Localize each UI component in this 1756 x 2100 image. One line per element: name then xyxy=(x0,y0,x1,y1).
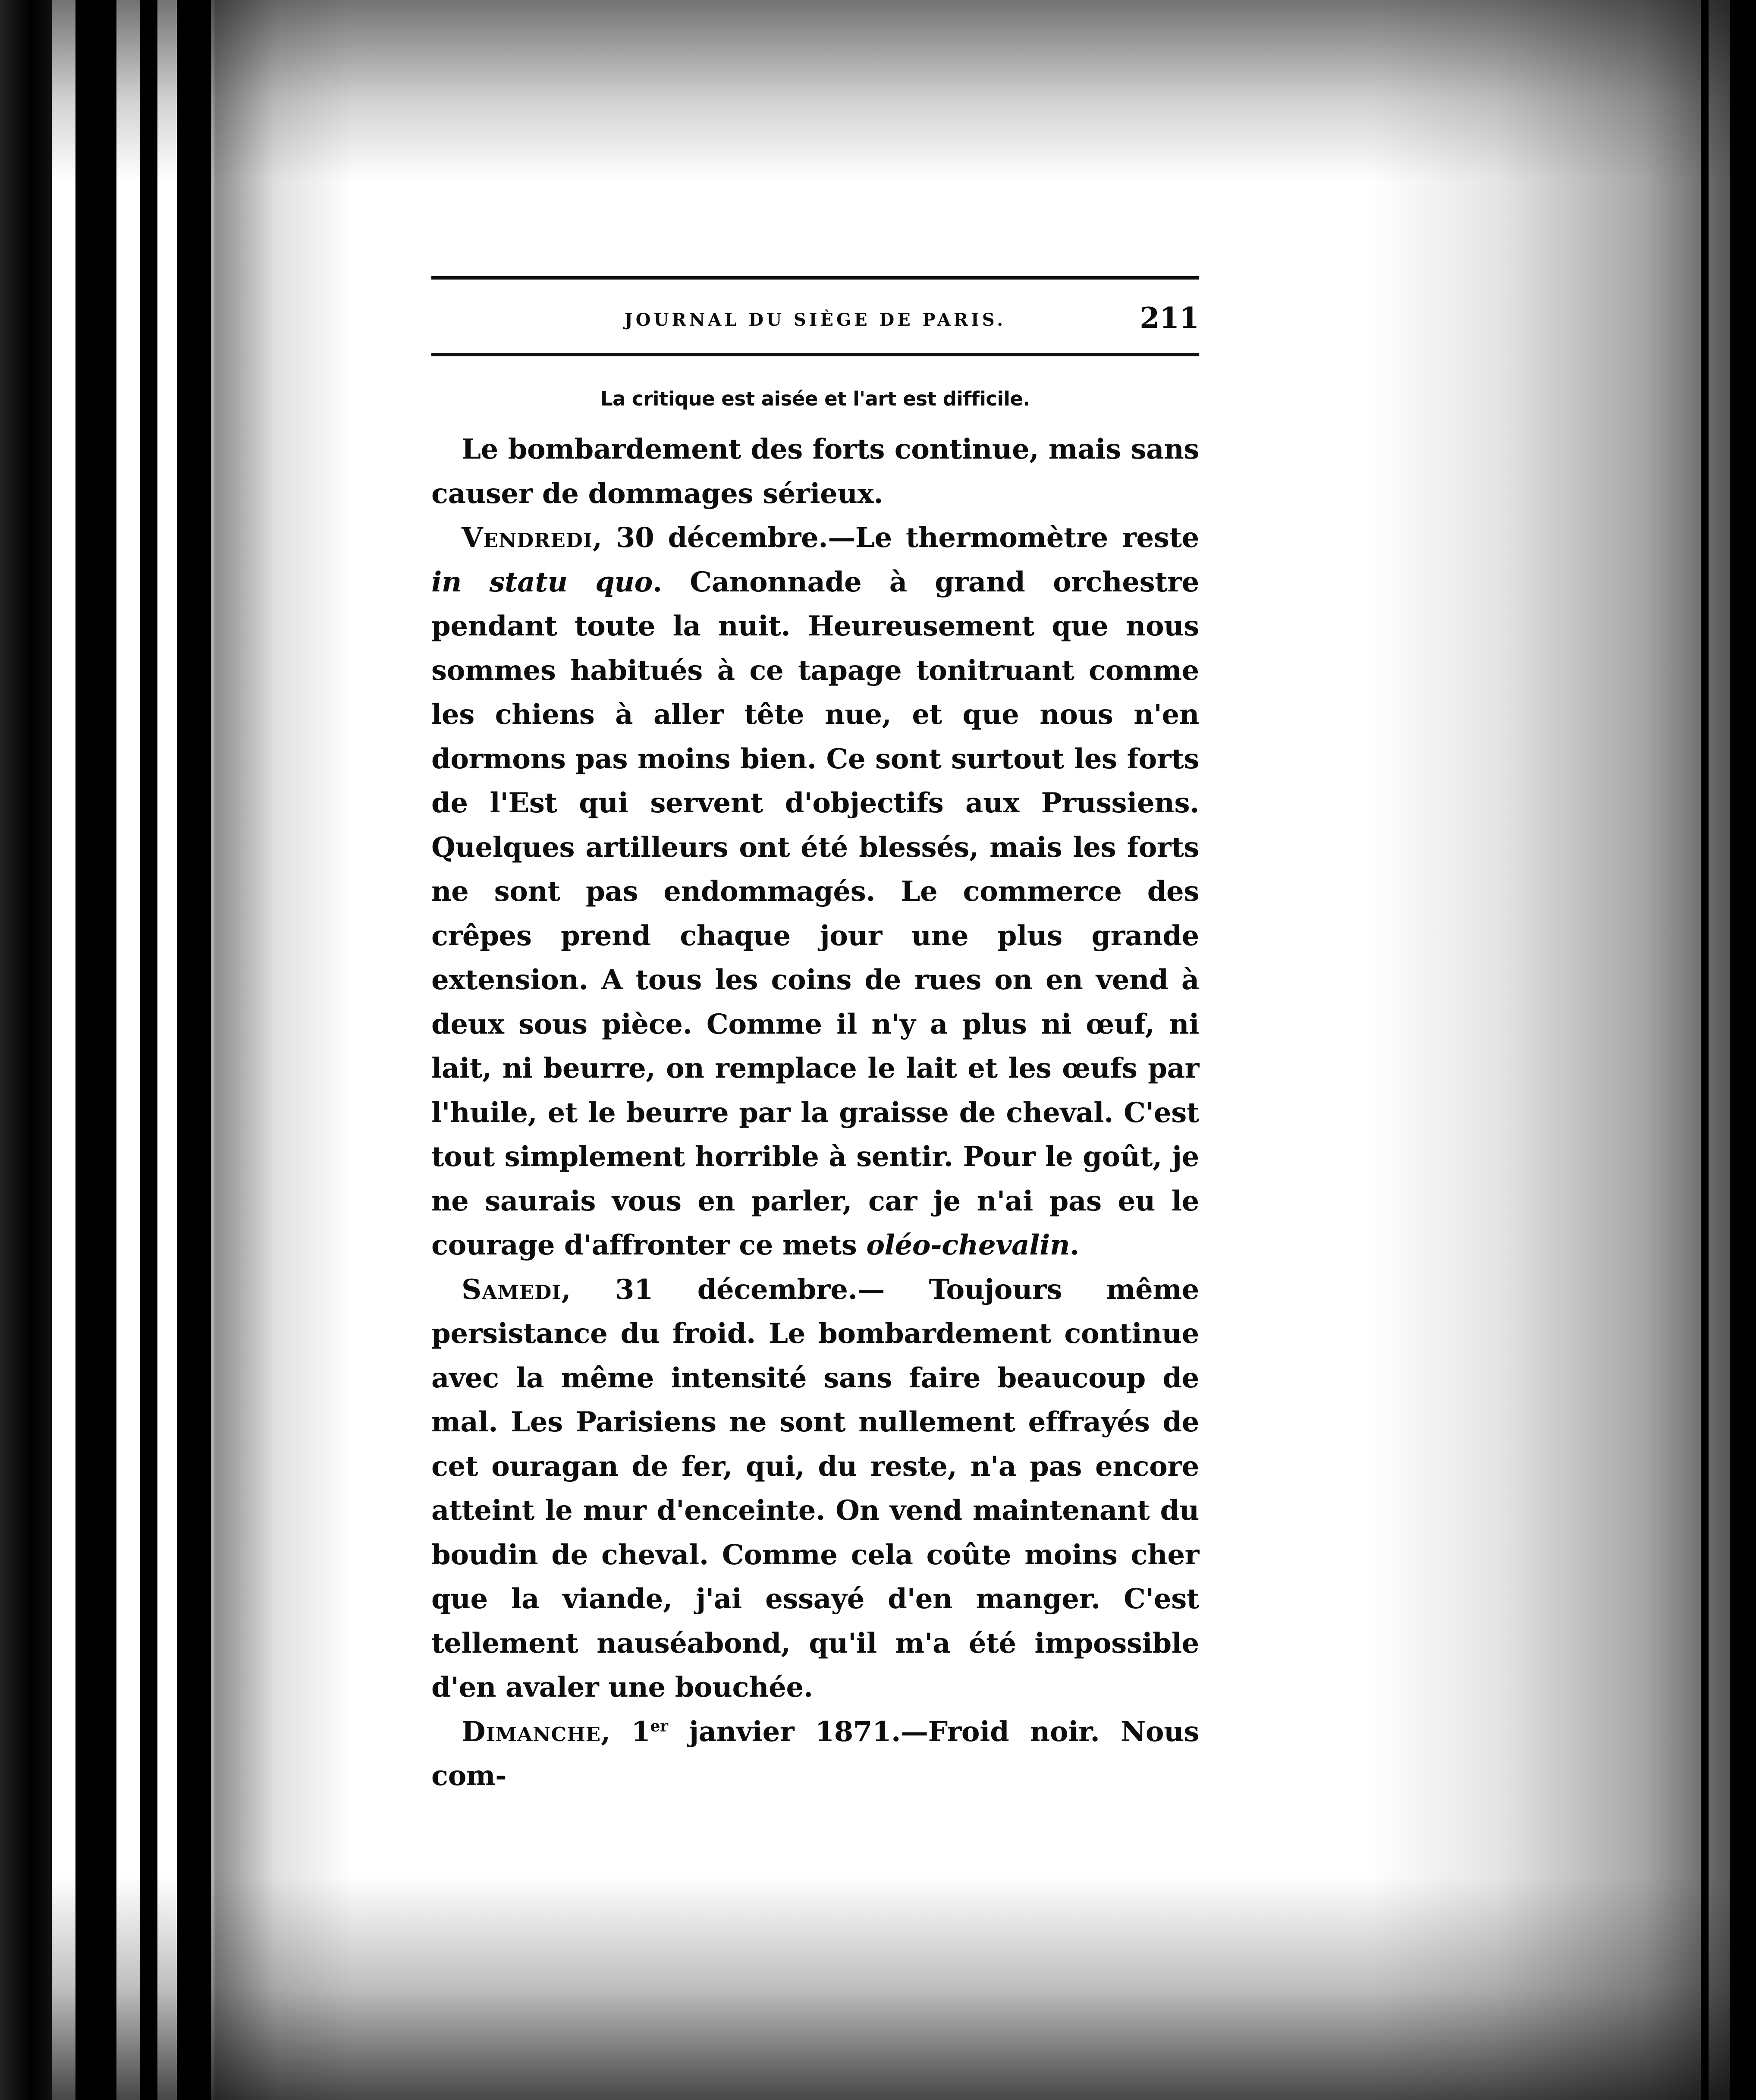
binding-stripe xyxy=(0,0,52,2100)
italic-phrase: in statu quo xyxy=(431,566,653,598)
ordinal-superscript: er xyxy=(650,1717,668,1735)
running-header xyxy=(431,280,1199,353)
binding-stripe xyxy=(177,0,211,2100)
scan-edge-stripe xyxy=(1730,0,1756,2100)
day-name: Samedi xyxy=(462,1273,562,1306)
paragraph-samedi xyxy=(431,1268,1199,1710)
page-number: 211 xyxy=(1140,301,1199,335)
paragraph-text: janvier 1871.—Froid noir. Nous com- xyxy=(431,1715,1199,1792)
day-name: Dimanche xyxy=(462,1715,601,1748)
scan-shadow-bottom xyxy=(0,1876,1756,2100)
binding-stripe xyxy=(75,0,116,2100)
header-rule-top xyxy=(431,276,1199,280)
scan-shadow-right xyxy=(1368,0,1756,2100)
scan-shadow-left xyxy=(0,0,354,2100)
paragraph-text: . Canonnade à grand orchestre pendant toute la nuit. Heureusement que nous sommes habitués à ce tapage tonitruant comme les chiens à aller tête nue, et que nous n'en dormons pas moins bien. Ce sont surtout les forts de l'Est qui servent d'objectifs aux Prussiens. Quelques artilleurs ont été blessés, mais les forts ne sont pas endommagés. Le commerce des crêpes prend chaque jour une plus grande extension. A tous les coins de rues on en vend à deux sous pièce. Comme il n'y a plus ni œuf, ni lait, ni beurre, on remplace le lait et les œufs par l'huile, et le beurre par la graisse de cheval. C'est tout simplement horrible à sentir. Pour le goût, je ne saurais vous en parler, car je n'ai pas eu le courage d'affronter ce mets xyxy=(431,566,1200,1261)
paragraph-text: Le bombardement des forts continue, mais sans causer de dommages sérieux. xyxy=(431,433,1199,510)
running-title: JOURNAL DU SIÈGE DE PARIS. xyxy=(624,310,1006,330)
paragraph-text: , 31 décembre.— Toujours même persistance du froid. Le bombardement continue avec la même intensité sans faire beaucoup de mal. Les Parisiens ne sont nullement effrayés de cet ouragan de fer, qui, du reste, n'a pas encore atteint le mur d'enceinte. On vend maintenant du boudin de cheval. Comme cela coûte moins cher que la viande, j'ai essayé d'en manger. C'est tellement nauséabond, qu'il m'a été impossible d'en avaler une bouchée. xyxy=(431,1273,1199,1704)
body-text xyxy=(431,428,1199,1798)
scan-edge-stripe xyxy=(1701,0,1709,2100)
binding-stripe xyxy=(140,0,157,2100)
epigraph: La critique est aisée et l'art est difficile. xyxy=(600,387,1030,410)
paragraph-text: . xyxy=(1070,1229,1080,1261)
paragraph-intro xyxy=(431,428,1199,516)
header-rule-bottom xyxy=(431,353,1199,356)
paragraph-dimanche xyxy=(431,1710,1199,1798)
italic-phrase: oléo-chevalin xyxy=(866,1229,1070,1261)
paragraph-text: , 30 décembre.—Le thermomètre reste xyxy=(592,522,1199,554)
scan-shadow-top xyxy=(0,0,1756,181)
paragraph-text: , 1 xyxy=(601,1715,650,1748)
day-name: Vendredi xyxy=(462,522,593,554)
book-page xyxy=(431,276,1199,1798)
paragraph-vendredi xyxy=(431,516,1199,1268)
